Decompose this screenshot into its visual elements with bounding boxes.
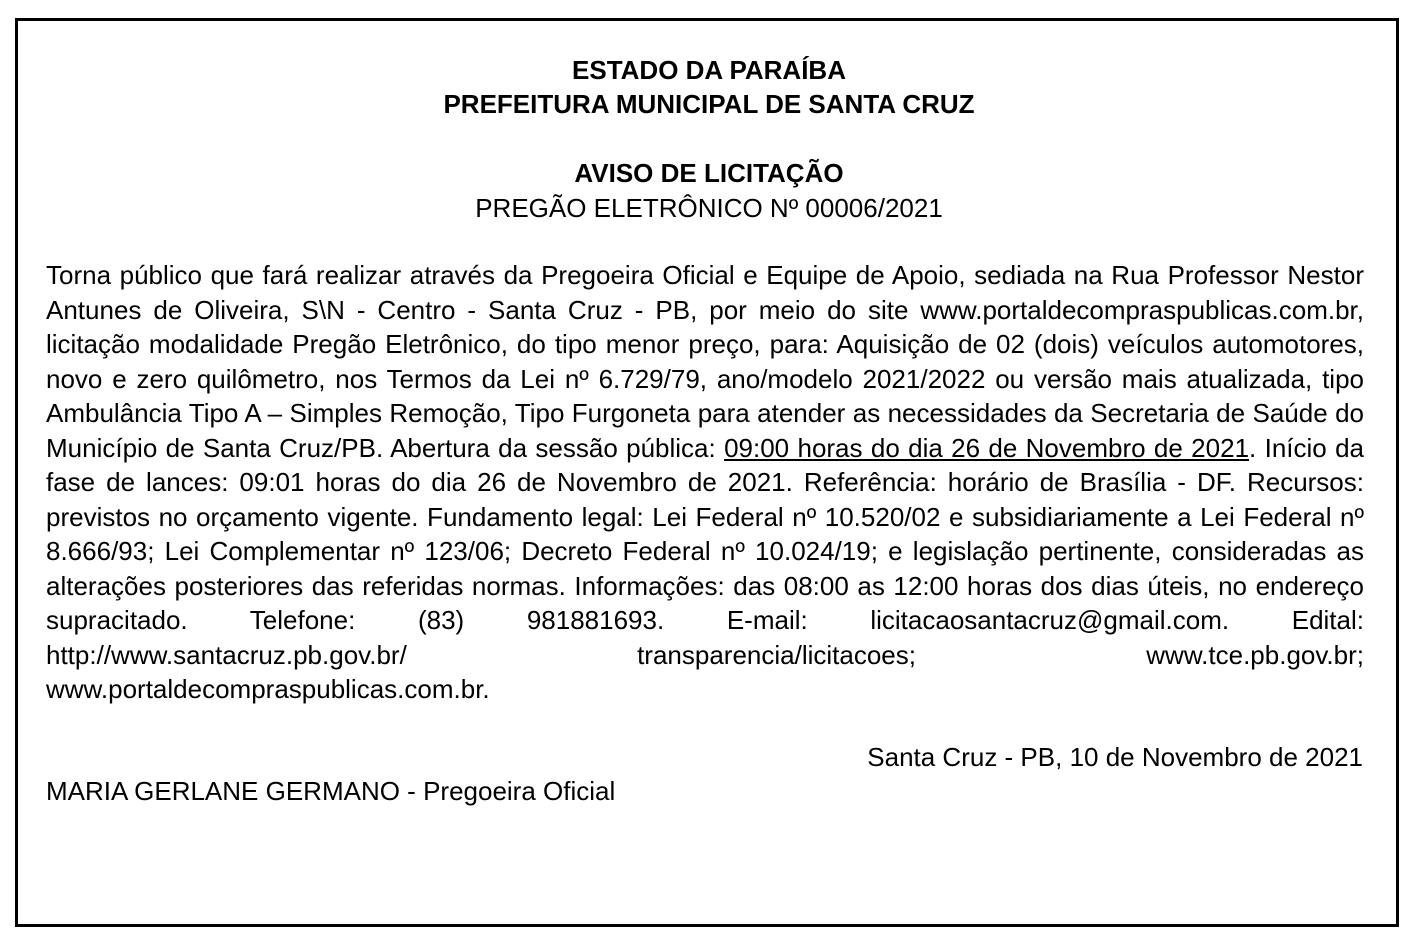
city-hall-heading: PREFEITURA MUNICIPAL DE SANTA CRUZ <box>443 89 975 119</box>
state-heading: ESTADO DA PARAÍBA <box>572 55 846 85</box>
place-date: Santa Cruz - PB, 10 de Novembro de 2021 <box>867 742 1363 772</box>
notice-body-part1: Torna público que fará realizar através da Pregoeira Oficial e Equipe de Apoio, sediada na Rua Professor Nestor Antunes de Oliveira, S\N - Centro - Santa Cruz - PB, por meio do site www.portaldecompraspublicas.com.br, licitação modalidade Pregão Eletrônico, do tipo menor preço, para: Aquisição de 02 (dois) veículos automotores, novo e zero quilômetro, nos Termos da Lei nº 6.729/79, ano/modelo 2021/2022 ou versão mais atualizada, tipo Ambulância Tipo A – Simples Remoção, Tipo Furgoneta para atender as necessidades da Secretaria de Saúde do Município de Santa Cruz/PB. Abertura da sessão pública: <box>46 260 1364 463</box>
signature: MARIA GERLANE GERMANO - Pregoeira Oficial <box>46 776 616 806</box>
procedure-number: PREGÃO ELETRÔNICO Nº 00006/2021 <box>475 193 943 223</box>
notice-body-part2: . Início da fase de lances: 09:01 horas do dia 26 de Novembro de 2021. Referência: horário de Brasília - DF. Recursos: previstos no orçamento vigente. Fundamento legal: Lei Federal nº 10.520/02 e subsidiariamente a Lei Federal nº 8.666/93; Lei Complementar nº 123/06; Decreto Federal nº 10.024/19; e legislação pertinente, consideradas as alterações posteriores das referidas normas. Informações: das 08:00 as 12:00 horas dos dias úteis, no endereço supracitado. Telefone: (83) 981881693. E-mail: licitacaosantacruz@gmail.com. Edital: http://www.santacruz.pb.gov.br/ transparencia/licitacoes; www.tce.pb.gov.br; www.portaldecompraspublicas.com.br. <box>46 432 1364 704</box>
notice-title: AVISO DE LICITAÇÃO <box>574 158 844 188</box>
notice-body <box>46 258 1364 707</box>
session-opening-datetime: 09:00 horas do dia 26 de Novembro de 2021 <box>724 432 1250 463</box>
